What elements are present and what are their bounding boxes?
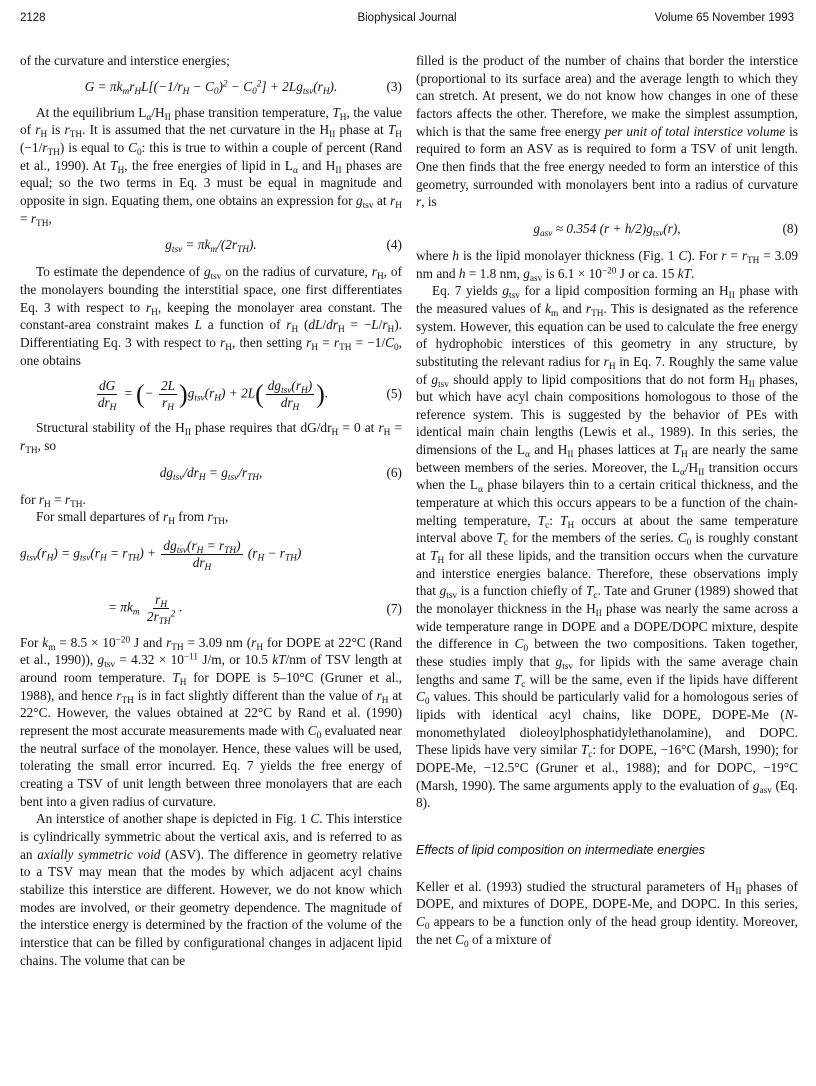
right-column (416, 50, 798, 948)
paragraph: An interstice of another shape is depicted in Fig. 1 C. This interstice is cylindrically symmetric about the vertical axis, and is referred to as an axially symmetric void (ASV). The difference in geometry relative to a TSV may mean that the modes by which adjacent acyl chains stabilize this interstice are different. However, we do not know which modes are involved, or their geometry dependence. The magnitude of the interstice energy is determined by the fraction of the volume of the interstice that can be filled by configurational changes in adjacent lipid chains. The volume that can be (20, 811, 402, 968)
equation-4: $g_{tsv} = \pi k_m/(2r_{TH})$. (4) (165, 237, 402, 256)
paragraph: Structural stability of the $H_{II}$ phase requires that $dG/dr_H = 0$ at $r_H = r_{TH}$, so (20, 420, 403, 456)
equation-number: (5) (386, 386, 402, 402)
equation-number: (8) (782, 221, 798, 237)
equation-number: (4) (386, 237, 402, 253)
equation-3: $G = \pi k_mr_HL[(-1/r_H - C_0)^2 - C_0^2] + 2Lg_{tsv}(r_H)$. (3) (84, 78, 402, 97)
equation-8: $g_{asv} \approx 0.354$ $(r + h/2)g_{tsv}(r)$, (8) (533, 221, 798, 239)
paragraph: To estimate the dependence of $g_{tsv}$ on the radius of curvature, $r_H$, of the monolayers bounding the interstitial space, one first differentiates Eq. 3 with respect to $r_H$, keeping the monolayer area constant. The constant-area constraint makes L a function of $r_H$ $(dL/dr_H = -L/r_H)$. Differentiating Eq. 3 with respect to $r_H$, then setting $r_H = r_{TH} = -1/C_0$, one obtains (20, 264, 403, 368)
paragraph: filled is the product of the number of chains that border the interstice (proportional to its surface area) and the average length to which they can stretch. At present, we do not know how changes in one of these factors affects the other. Therefore, we make the simplest assumption, which is that the same free energy per unit of total interstice volume is required to form an ASV as is required to form a TSV of unit length. One then finds that the free energy needed to form an interstice of this geometry, surrounded with monolayers bent into a radius of curvature r, is (416, 53, 798, 210)
paragraph: where h is the lipid monolayer thickness (Fig. 1 C). For $r = r_{TH} = 3.09$ nm and h = 1.8 nm, $g_{asv}$ is $6.1 \times 10^{-20}$ J or ca. 15 kT. (416, 247, 799, 284)
volume-info: Volume 65 November 1993 (654, 12, 794, 24)
paragraph: For $k_m = 8.5 \times 10^{-20}$ J and $r_{TH} = 3.09$ nm ($r_H$ for DOPE at 22°C (Rand et al., 1990)), $g_{tsv} = 4.32 \times 10^{-11}$ J/m, or 10.5 kT/nm of TSV length at around room temperature. $T_H$ for DOPE is 5–10°C (Gruner et al., 1988), and hence $r_{TH}$ is in fact slightly different than the value of $r_H$ at 22°C. However, the values obtained at 22°C by Rand et al. (1990) represent the most accurate measurements made with $C_0$ evaluated near the neutral surface of the monolayer. Hence, these values will be used, tolerating the small error incurred. Eq. 7 yields the free energy of creating a TSV of unit length between three monolayers that are each bent into a given radius of curvature. (20, 634, 403, 809)
equation-number: (6) (386, 464, 402, 480)
journal-title: Biophysical Journal (357, 12, 457, 24)
paragraph: Eq. 7 yields $g_{tsv}$ for a lipid composition forming an $H_{II}$ phase with the measured values of $k_m$ and $r_{TH}$. This is designated as the reference system. However, this equation can be used to calculate the free energy of hydrophobic interstices of this geometry in any structure, by substituting the relevant radius for $r_H$ in Eq. 7. Roughly the same value of $g_{tsv}$ should apply to lipid compositions that do not form $H_{II}$ phases, but which have acyl chain compositions homologous to those of the reference system. This is suggested by the behavior of PEs with identical main chain lengths (Lewis et al., 1989). In this series, the dimensions of the $L_\alpha$ and $H_{II}$ phases lattices at $T_H$ are nearly the same between members of the series. Moreover, the $L_\alpha/H_{II}$ transition occurs when the $L_\alpha$ phase bilayers thin to a certain critical thickness, and the temperature at which this occurs appears to be a function of the chain-melting temperature, $T_c$: $T_H$ occurs at about the same temperature interval above $T_c$ for the members of the series. $C_0$ is roughly constant at $T_H$ for all these lipids, and the transition occurs when the curvature and interstice energies balance. Therefore, these observations imply that $g_{tsv}$ is a function chiefly of $T_c$. Tate and Gruner (1989) showed that the monolayer thickness in the $H_{II}$ phase was nearly the same across a wide temperature range in DOPE and a DOPE/DOPC mixture, despite the difference in $C_0$ between the two compositions. Taken together, these studies imply that $g_{tsv}$ for lipids with the same average chain lengths and same $T_c$ will be the same, even if the lipids have different $C_0$ values. This should be particularly valid for a homologous series of lipids with identical acyl chains, like DOPE, DOPE-Me (N-monomethylated dioleoylphosphatidylethanolamine), and DOPC. These lipids have very similar $T_c$: for DOPE, −16°C (Marsh, 1990); for DOPE-Me, −12.5°C (Gruner et al., 1988); and for DOPC, −19°C (Marsh, 1990). The same arguments apply to the evaluation of $g_{asv}$ (Eq. 8). (416, 283, 799, 811)
equation-7: $g_{tsv}(r_H) = g_{tsv}(r_H = r_{TH})$ + $\frac{dg_{tsv}(r_H = r_{TH})}{dr_H}$ $(r_H - r_{TH})$ = $\pi k_m$ $\frac{r_H}{2r_{TH}^2}$ . (7) (20, 537, 402, 627)
equation-5: $\frac{dG}{dr_H}$ = (− $\frac{2L}{r_H}$ )$g_{tsv}(r_H) + 2L$( $\frac{dg_{tsv}(r_H)}{dr_H}$ ). (5) (97, 377, 402, 413)
equation-number: (7) (386, 600, 402, 616)
equation-number: (3) (386, 78, 402, 94)
paragraph: for $r_H = r_{TH}$. (20, 491, 86, 510)
left-column (20, 50, 402, 969)
paragraph: For small departures of $r_H$ from $r_{TH}$, (36, 509, 229, 527)
paragraph: At the equilibrium $L_\alpha/H_{II}$ phase transition temperature, $T_H$, the value of $r_H$ is $r_{TH}$. It is assumed that the net curvature in the $H_{II}$ phase at $T_H$ $(-1/r_{TH})$ is equal to $C_0$: this is true to within a couple of percent (Rand et al., 1990). At $T_H$, the free energies of lipid in $L_\alpha$ and $H_{II}$ phases are equal; so the two terms in Eq. 3 must be equal in magnitude and opposite in sign. Equating them, one obtains an expression for $g_{tsv}$ at $r_H = r_{TH}$, (20, 104, 402, 229)
section-heading: Effects of lipid composition on intermediate energies (416, 842, 706, 857)
equation-6: $dg_{tsv}/dr_H = g_{tsv}/r_{TH}$, (6) (159, 464, 402, 483)
running-header (20, 12, 794, 32)
page-number: 2128 (20, 12, 46, 24)
paragraph: Keller et al. (1993) studied the structural parameters of $H_{II}$ phases of DOPE, and mixtures of DOPE, DOPE-Me, and DOPC. In this series, $C_0$ appears to be a function only of the head group identity. Moreover, the net $C_0$ of a mixture of (416, 878, 798, 950)
paragraph: of the curvature and interstice energies; (20, 53, 230, 68)
